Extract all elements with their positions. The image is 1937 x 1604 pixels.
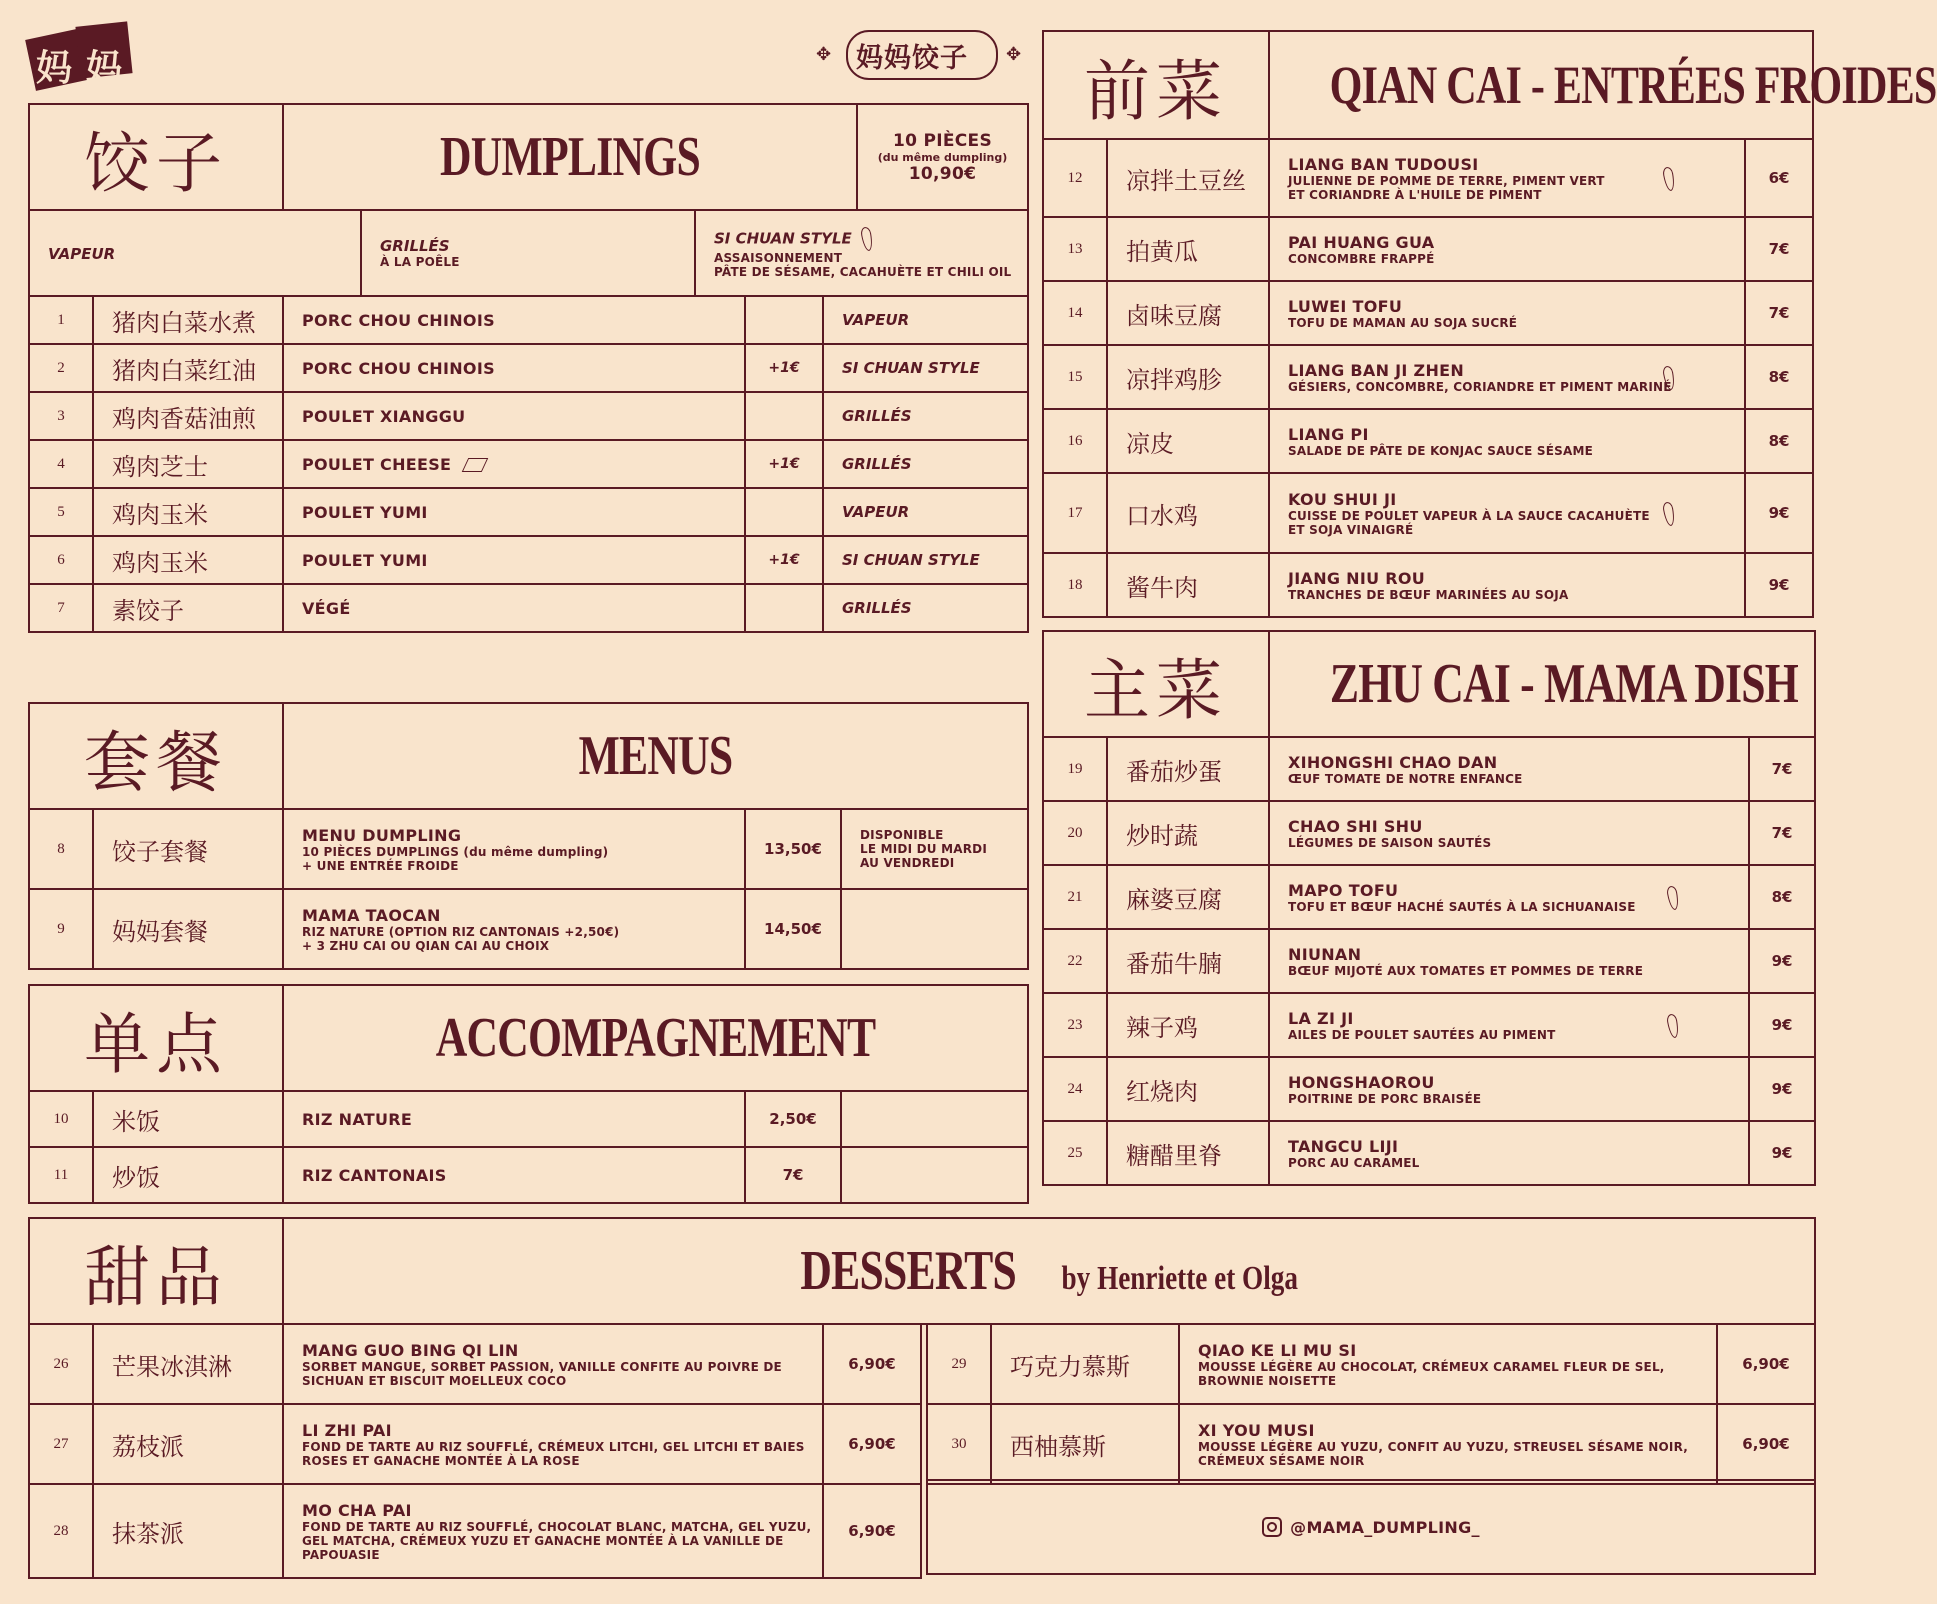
item-extra (745, 584, 823, 632)
item-cjk: 凉皮 (1107, 409, 1269, 473)
item-number: 14 (1043, 281, 1107, 345)
item-number: 24 (1043, 1057, 1107, 1121)
cheese-icon (462, 458, 489, 472)
item-cjk: 炒时蔬 (1107, 801, 1269, 865)
item-cjk: 妈妈套餐 (93, 889, 283, 969)
item-name: NIUNAN (1288, 944, 1362, 964)
item-name: XIHONGSHI CHAO DAN (1288, 752, 1498, 772)
item-price: 14,50€ (745, 889, 841, 969)
item-desc: PORC AU CARAMEL (1288, 1155, 1420, 1170)
item-name-cell (283, 584, 745, 632)
item-desc: PAPOUASIE (302, 1547, 380, 1562)
accompagnement-cjk: 单点 (29, 985, 283, 1091)
dish-row[interactable] (1043, 993, 1815, 1057)
item-number: 25 (1043, 1121, 1107, 1185)
item-desc: BROWNIE NOISETTE (1198, 1373, 1337, 1388)
zhu-cai-table (1042, 736, 1816, 1186)
item-extra: +1€ (745, 536, 823, 584)
item-desc: + 3 ZHU CAI OU QIAN CAI AU CHOIX (302, 938, 550, 953)
desserts-title-cell (283, 1218, 1815, 1324)
item-price: 6,90€ (823, 1404, 921, 1484)
item-desc: SORBET MANGUE, SORBET PASSION, VANILLE CONFITE AU POIVRE DE (302, 1359, 782, 1374)
instagram-icon (1262, 1517, 1282, 1537)
item-price: 9€ (1749, 993, 1815, 1057)
qian-cai-table (1042, 138, 1814, 618)
logo-left (30, 22, 138, 88)
item-cjk: 凉拌土豆丝 (1107, 139, 1269, 217)
item-info (1269, 473, 1745, 553)
item-desc: ET CORIANDRE À L'HUILE DE PIMENT (1288, 187, 1542, 202)
item-desc: AILES DE POULET SAUTÉES AU PIMENT (1288, 1027, 1556, 1042)
item-name: XI YOU MUSI (1198, 1420, 1315, 1440)
item-info (1269, 345, 1745, 409)
item-number: 15 (1043, 345, 1107, 409)
desserts-section (28, 1217, 1816, 1577)
pieces-price: 10,90€ (908, 163, 977, 184)
item-number: 21 (1043, 865, 1107, 929)
item-empty (841, 1147, 1028, 1203)
dumpling-row[interactable] (29, 344, 1028, 392)
desserts-cjk: 甜品 (29, 1218, 283, 1324)
item-cjk: 西柚慕斯 (991, 1404, 1179, 1484)
item-desc: CUISSE DE POULET VAPEUR À LA SAUCE CACAHUÈTE (1288, 508, 1650, 523)
logo-top-text: 妈妈饺子 (856, 43, 968, 74)
item-style: SI CHUAN STYLE (823, 344, 1028, 392)
item-number: 16 (1043, 409, 1107, 473)
item-price: 8€ (1749, 865, 1815, 929)
item-cjk: 饺子套餐 (93, 809, 283, 889)
item-name-cell (283, 536, 745, 584)
dumpling-row[interactable] (29, 584, 1028, 632)
item-name: RIZ NATURE (302, 1109, 413, 1129)
item-cjk: 荔枝派 (93, 1404, 283, 1484)
item-cjk: 糖醋里脊 (1107, 1121, 1269, 1185)
dessert-row[interactable] (29, 1404, 921, 1484)
item-name: POULET XIANGGU (302, 406, 466, 426)
item-empty (841, 1091, 1028, 1147)
item-desc: GEL MATCHA, CRÉMEUX YUZU ET GANACHE MONTÉE À LA VANILLE DE (302, 1533, 784, 1548)
item-info (1269, 1121, 1749, 1185)
item-number: 1 (29, 296, 93, 344)
item-price: 7€ (1749, 737, 1815, 801)
item-name-cell (283, 488, 745, 536)
item-desc: 10 PIÈCES DUMPLINGS (du même dumpling) (302, 844, 609, 859)
item-price: 6,90€ (823, 1484, 921, 1578)
item-info (1269, 865, 1749, 929)
item-info (1269, 281, 1745, 345)
item-price: 2,50€ (745, 1091, 841, 1147)
item-desc: CONCOMBRE FRAPPÉ (1288, 251, 1435, 266)
qian-cai-title: QIAN CAI - ENTRÉES FROIDES (1329, 31, 1753, 139)
item-number: 4 (29, 440, 93, 488)
item-info (1269, 409, 1745, 473)
item-style: VAPEUR (823, 296, 1028, 344)
dumpling-row[interactable] (29, 392, 1028, 440)
dumplings-cjk: 饺子 (29, 104, 283, 210)
item-price: 7€ (745, 1147, 841, 1203)
item-number: 7 (29, 584, 93, 632)
dumplings-table (28, 295, 1029, 633)
item-cjk: 拍黄瓜 (1107, 217, 1269, 281)
item-name: TANGCU LIJI (1288, 1136, 1399, 1156)
item-number: 10 (29, 1091, 93, 1147)
dumplings-section (28, 103, 1029, 688)
item-style: GRILLÉS (823, 440, 1028, 488)
item-name: KOU SHUI JI (1288, 489, 1397, 509)
item-desc: + UNE ENTRÉE FROIDE (302, 858, 459, 873)
item-name: RIZ CANTONAIS (302, 1165, 447, 1185)
item-desc: LÉGUMES DE SAISON SAUTÉS (1288, 835, 1492, 850)
item-price: 6,90€ (1717, 1404, 1815, 1484)
item-info (1179, 1404, 1717, 1484)
item-desc: MOUSSE LÉGÈRE AU YUZU, CONFIT AU YUZU, STREUSEL SÉSAME NOIR, (1198, 1439, 1688, 1454)
item-price: 13,50€ (745, 809, 841, 889)
zhu-cai-section (1042, 630, 1816, 1186)
dumplings-price-box (857, 104, 1028, 210)
item-price: 9€ (1745, 473, 1813, 553)
item-price: 7€ (1745, 281, 1813, 345)
item-cjk: 卤味豆腐 (1107, 281, 1269, 345)
item-name: LUWEI TOFU (1288, 296, 1403, 316)
item-desc: FOND DE TARTE AU RIZ SOUFFLÉ, CHOCOLAT BLANC, MATCHA, GEL YUZU, (302, 1519, 812, 1534)
style-grilles: GRILLÉS À LA POÊLE (361, 210, 695, 296)
dish-row[interactable] (1043, 409, 1813, 473)
dessert-row[interactable] (927, 1404, 1815, 1484)
logo-top: ✥ 妈妈饺子 ✥ (816, 30, 1026, 80)
item-info (1179, 1324, 1717, 1404)
item-cjk: 麻婆豆腐 (1107, 865, 1269, 929)
item-info (1269, 737, 1749, 801)
item-number: 3 (29, 392, 93, 440)
item-name: MENU DUMPLING (302, 825, 462, 845)
item-desc: MOUSSE LÉGÈRE AU CHOCOLAT, CRÉMEUX CARAMEL FLEUR DE SEL, (1198, 1359, 1665, 1374)
item-number: 27 (29, 1404, 93, 1484)
zhu-cai-cjk: 主菜 (1043, 631, 1269, 737)
item-number: 23 (1043, 993, 1107, 1057)
item-number: 12 (1043, 139, 1107, 217)
item-info (1269, 1057, 1749, 1121)
item-number: 22 (1043, 929, 1107, 993)
item-name: LIANG PI (1288, 424, 1369, 444)
item-desc: RIZ NATURE (OPTION RIZ CANTONAIS +2,50€) (302, 924, 620, 939)
item-number: 11 (29, 1147, 93, 1203)
side-row[interactable] (29, 1147, 1028, 1203)
item-cjk: 巧克力慕斯 (991, 1324, 1179, 1404)
item-name-cell (283, 440, 745, 488)
item-name: JIANG NIU ROU (1288, 568, 1426, 588)
item-name: PAI HUANG GUA (1288, 232, 1435, 252)
item-style: GRILLÉS (823, 584, 1028, 632)
dish-row[interactable] (1043, 1121, 1815, 1185)
item-name: POULET YUMI (302, 502, 428, 522)
menu-row[interactable] (29, 889, 1028, 969)
item-name-cell (283, 1147, 745, 1203)
dumpling-row[interactable] (29, 488, 1028, 536)
item-cjk: 抹茶派 (93, 1484, 283, 1578)
dish-row[interactable] (1043, 281, 1813, 345)
item-info (1269, 929, 1749, 993)
dumpling-row[interactable] (29, 440, 1028, 488)
item-number: 13 (1043, 217, 1107, 281)
dumpling-row[interactable] (29, 536, 1028, 584)
item-extra (745, 296, 823, 344)
desserts-subtitle: by Henriette et Olga (1061, 1260, 1298, 1297)
accompagnement-section (28, 984, 1029, 1204)
item-number: 2 (29, 344, 93, 392)
zhu-cai-title: ZHU CAI - MAMA DISH (1329, 631, 1755, 737)
dessert-row[interactable] (29, 1324, 921, 1404)
item-desc: SALADE DE PÂTE DE KONJAC SAUCE SÉSAME (1288, 443, 1594, 458)
item-note (841, 809, 1028, 889)
item-name: MAPO TOFU (1288, 880, 1399, 900)
desserts-title: DESSERTS (800, 1240, 1017, 1302)
dish-row[interactable] (1043, 217, 1813, 281)
item-desc: DISPONIBLE (860, 828, 944, 842)
item-note (841, 889, 1028, 969)
item-number: 18 (1043, 553, 1107, 617)
item-price: 7€ (1749, 801, 1815, 865)
item-info (283, 1324, 823, 1404)
item-extra: +1€ (745, 440, 823, 488)
item-price: 8€ (1745, 345, 1813, 409)
item-cjk: 鸡肉香菇油煎 (93, 392, 283, 440)
dish-row[interactable] (1043, 929, 1815, 993)
item-desc: SICHUAN ET BISCUIT MOELLEUX COCO (302, 1373, 567, 1388)
desserts-left-table (28, 1323, 922, 1579)
item-name: MO CHA PAI (302, 1500, 412, 1520)
item-name: LIANG BAN JI ZHEN (1288, 360, 1465, 380)
item-name: QIAO KE LI MU SI (1198, 1340, 1357, 1360)
item-cjk: 猪肉白菜红油 (93, 344, 283, 392)
item-style: SI CHUAN STYLE (823, 536, 1028, 584)
dish-row[interactable] (1043, 345, 1813, 409)
dish-row[interactable] (1043, 737, 1815, 801)
item-price: 9€ (1749, 1121, 1815, 1185)
item-info (1269, 553, 1745, 617)
item-info (1269, 139, 1745, 217)
item-name-cell (283, 296, 745, 344)
item-cjk: 酱牛肉 (1107, 553, 1269, 617)
dessert-row[interactable] (29, 1484, 921, 1578)
dish-row[interactable] (1043, 865, 1815, 929)
item-desc: JULIENNE DE POMME DE TERRE, PIMENT VERT (1288, 173, 1605, 188)
logo-left-text: 妈妈 (36, 48, 137, 89)
item-name-cell (283, 344, 745, 392)
item-cjk: 素饺子 (93, 584, 283, 632)
dumpling-row[interactable] (29, 296, 1028, 344)
item-desc: TRANCHES DE BŒUF MARINÉES AU SOJA (1288, 587, 1569, 602)
item-cjk: 鸡肉玉米 (93, 536, 283, 584)
pieces-label: 10 PIÈCES (892, 130, 992, 151)
side-row[interactable] (29, 1091, 1028, 1147)
item-number: 9 (29, 889, 93, 969)
item-info (283, 1404, 823, 1484)
item-name: LI ZHI PAI (302, 1420, 392, 1440)
item-name: PORC CHOU CHINOIS (302, 358, 495, 378)
menus-table (28, 808, 1029, 970)
item-name: HONGSHAOROU (1288, 1072, 1435, 1092)
item-extra (745, 488, 823, 536)
dumplings-title: DUMPLINGS (346, 104, 794, 210)
item-info (1269, 993, 1749, 1057)
item-desc: GÉSIERS, CONCOMBRE, CORIANDRE ET PIMENT MARINÉ (1288, 379, 1672, 394)
item-number: 19 (1043, 737, 1107, 801)
item-number: 28 (29, 1484, 93, 1578)
item-price: 9€ (1749, 929, 1815, 993)
item-desc: ROSES ET GANACHE MONTÉE À LA ROSE (302, 1453, 580, 1468)
item-cjk: 鸡肉芝士 (93, 440, 283, 488)
item-number: 5 (29, 488, 93, 536)
menus-section (28, 702, 1029, 970)
dish-row[interactable] (1043, 139, 1813, 217)
item-desc: TOFU ET BŒUF HACHÉ SAUTÉS À LA SICHUANAISE (1288, 899, 1636, 914)
menus-cjk: 套餐 (29, 703, 283, 809)
item-cjk: 红烧肉 (1107, 1057, 1269, 1121)
item-desc: POITRINE DE PORC BRAISÉE (1288, 1091, 1482, 1106)
item-number: 20 (1043, 801, 1107, 865)
pieces-note: (du même dumpling) (877, 150, 1008, 164)
item-number: 26 (29, 1324, 93, 1404)
item-price: 8€ (1745, 409, 1813, 473)
item-cjk: 番茄牛腩 (1107, 929, 1269, 993)
item-name: POULET YUMI (302, 550, 428, 570)
item-number: 8 (29, 809, 93, 889)
item-info (1269, 217, 1745, 281)
item-desc: AU VENDREDI (860, 856, 955, 870)
item-cjk: 芒果冰淇淋 (93, 1324, 283, 1404)
style-sichuan: SI CHUAN STYLE ASSAISONNEMENT PÂTE DE SÉSAME, CACAHUÈTE ET CHILI OIL (695, 210, 1028, 296)
item-desc: ŒUF TOMATE DE NOTRE ENFANCE (1288, 771, 1523, 786)
item-extra (745, 392, 823, 440)
menus-title: MENUS (365, 703, 946, 809)
item-name: MAMA TAOCAN (302, 905, 441, 925)
item-price: 6,90€ (1717, 1324, 1815, 1404)
item-cjk: 辣子鸡 (1107, 993, 1269, 1057)
item-desc: FOND DE TARTE AU RIZ SOUFFLÉ, CRÉMEUX LITCHI, GEL LITCHI ET BAIES (302, 1439, 805, 1454)
item-name: PORC CHOU CHINOIS (302, 310, 495, 330)
instagram-box[interactable] (926, 1479, 1816, 1575)
item-price: 6€ (1745, 139, 1813, 217)
item-price: 9€ (1745, 553, 1813, 617)
item-number: 30 (927, 1404, 991, 1484)
item-name: LA ZI JI (1288, 1008, 1354, 1028)
item-name: LIANG BAN TUDOUSI (1288, 154, 1479, 174)
item-desc: ET SOJA VINAIGRÉ (1288, 522, 1414, 537)
accompagnement-title: ACCOMPAGNEMENT (365, 985, 946, 1091)
item-cjk: 炒饭 (93, 1147, 283, 1203)
item-info (1269, 801, 1749, 865)
item-desc: TOFU DE MAMAN AU SOJA SUCRÉ (1288, 315, 1518, 330)
style-vapeur: VAPEUR (29, 210, 361, 296)
item-cjk: 米饭 (93, 1091, 283, 1147)
item-desc: BŒUF MIJOTÉ AUX TOMATES ET POMMES DE TERRE (1288, 963, 1644, 978)
item-cjk: 凉拌鸡胗 (1107, 345, 1269, 409)
item-cjk: 鸡肉玉米 (93, 488, 283, 536)
qian-cai-section (1042, 30, 1937, 618)
dish-row[interactable] (1043, 473, 1813, 553)
desserts-right-table (926, 1323, 1816, 1485)
item-cjk: 番茄炒蛋 (1107, 737, 1269, 801)
dessert-row[interactable] (927, 1324, 1815, 1404)
item-number: 6 (29, 536, 93, 584)
item-style: GRILLÉS (823, 392, 1028, 440)
item-cjk: 猪肉白菜水煮 (93, 296, 283, 344)
item-name: VÉGÉ (302, 598, 351, 618)
dish-row[interactable] (1043, 553, 1813, 617)
menu-row[interactable] (29, 809, 1028, 889)
item-price: 7€ (1745, 217, 1813, 281)
item-name-cell (283, 392, 745, 440)
accompagnement-table (28, 1090, 1029, 1204)
item-cjk: 口水鸡 (1107, 473, 1269, 553)
item-desc: CRÉMEUX SÉSAME NOIR (1198, 1453, 1365, 1468)
item-name: CHAO SHI SHU (1288, 816, 1423, 836)
dish-row[interactable] (1043, 1057, 1815, 1121)
item-info (283, 889, 745, 969)
item-style: VAPEUR (823, 488, 1028, 536)
item-info (283, 1484, 823, 1578)
dish-row[interactable] (1043, 801, 1815, 865)
item-extra: +1€ (745, 344, 823, 392)
item-price: 6,90€ (823, 1324, 921, 1404)
item-name: POULET CHEESE (302, 454, 452, 474)
item-info (283, 809, 745, 889)
qian-cai-cjk: 前菜 (1043, 31, 1269, 139)
instagram-handle[interactable]: @MAMA_DUMPLING_ (1290, 1517, 1480, 1537)
item-name: MANG GUO BING QI LIN (302, 1340, 519, 1360)
item-price: 9€ (1749, 1057, 1815, 1121)
item-desc: LE MIDI DU MARDI (860, 842, 988, 856)
item-number: 29 (927, 1324, 991, 1404)
item-number: 17 (1043, 473, 1107, 553)
chili-icon (860, 226, 874, 251)
item-name-cell (283, 1091, 745, 1147)
